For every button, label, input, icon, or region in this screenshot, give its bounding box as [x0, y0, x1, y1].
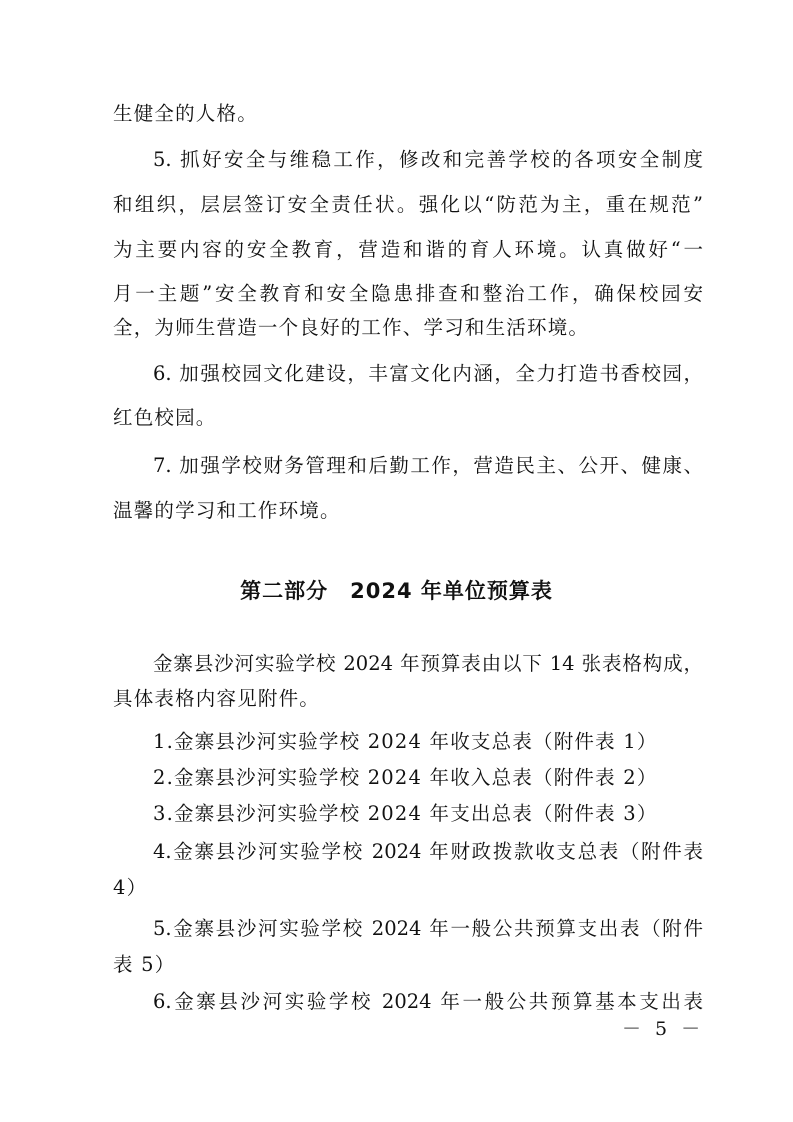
list-item-6-line-1: 6.金寨县沙河实验学校 2024 年一般公共预算基本支出表: [153, 990, 703, 1013]
item-5-line-5: 全，为师生营造一个良好的工作、学习和生活环境。: [113, 316, 590, 339]
section-heading: 第二部分 2024 年单位预算表: [240, 579, 553, 603]
item-7-line-1: 7. 加强学校财务管理和后勤工作，营造民主、公开、健康、: [153, 454, 703, 477]
list-item-4-line-1: 4.金寨县沙河实验学校 2024 年财政拨款收支总表（附件表: [153, 840, 703, 863]
item-6-line-1: 6. 加强校园文化建设，丰富文化内涵，全力打造书香校园，: [153, 362, 703, 385]
intro-line-1: 金寨县沙河实验学校 2024 年预算表由以下 14 张表格构成，: [153, 652, 703, 675]
page-number: － 5 －: [622, 1018, 705, 1040]
list-item-4-line-2: 4）: [113, 876, 148, 899]
item-6-line-2: 红色校园。: [113, 406, 217, 429]
intro-line-2: 具体表格内容见附件。: [113, 687, 321, 710]
item-5-line-1: 5. 抓好安全与维稳工作，修改和完善学校的各项安全制度: [153, 148, 703, 171]
item-5-line-3: 为主要内容的安全教育，营造和谐的育人环境。认真做好“一: [113, 238, 703, 261]
list-item-1: 1.金寨县沙河实验学校 2024 年收支总表（附件表 1）: [153, 730, 658, 753]
paragraph-4-line-last: 生健全的人格。: [113, 102, 258, 125]
item-5-line-4: 月一主题”安全教育和安全隐患排查和整治工作，确保校园安: [113, 282, 703, 305]
item-5-line-2: 和组织，层层签订安全责任状。强化以“防范为主，重在规范”: [113, 193, 703, 216]
list-item-2: 2.金寨县沙河实验学校 2024 年收入总表（附件表 2）: [153, 766, 658, 789]
item-7-line-2: 温馨的学习和工作环境。: [113, 499, 341, 522]
list-item-3: 3.金寨县沙河实验学校 2024 年支出总表（附件表 3）: [153, 802, 658, 825]
list-item-5-line-2: 表 5）: [113, 953, 176, 976]
list-item-5-line-1: 5.金寨县沙河实验学校 2024 年一般公共预算支出表（附件: [153, 917, 703, 940]
